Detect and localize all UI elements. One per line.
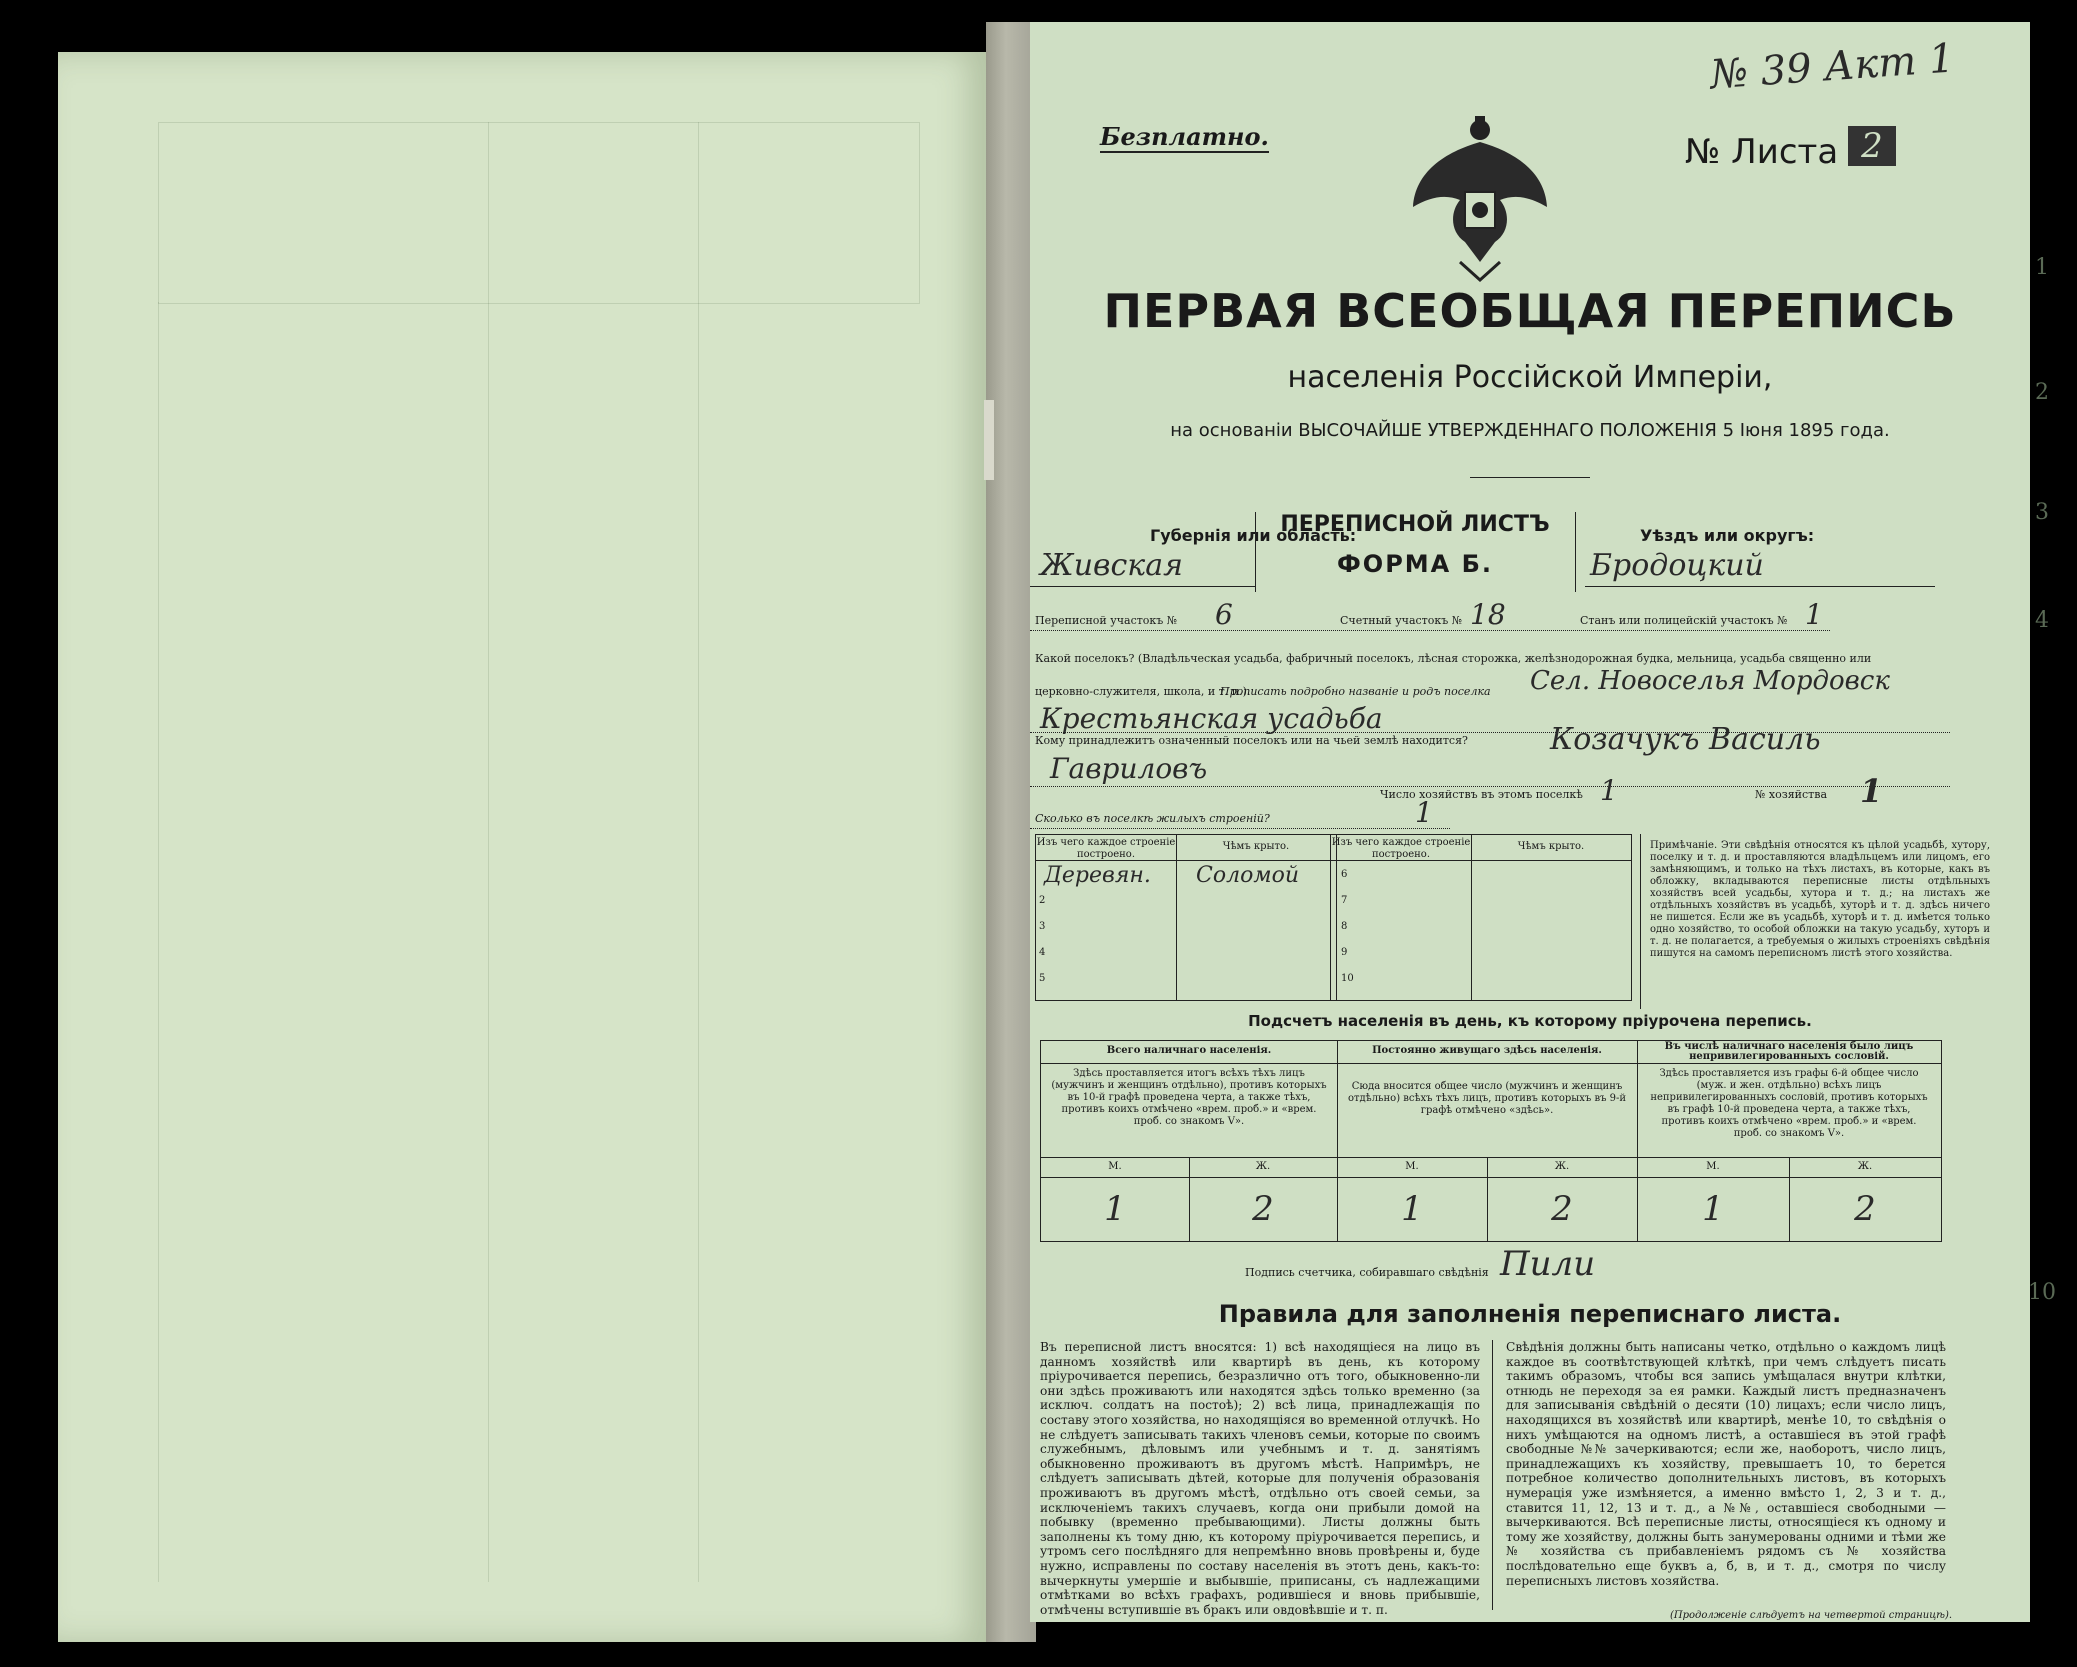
form-basis: на основаніи ВЫСОЧАЙШЕ УТВЕРЖДЕННАГО ПОЛОЖЕНІЯ 5 Іюня 1895 года. bbox=[1170, 420, 1890, 441]
col-c-head: Въ числѣ наличнаго населенія было лицъ непривилегированныхъ сословій. bbox=[1664, 1041, 1914, 1062]
female-header: Ж. bbox=[1857, 1161, 1873, 1172]
buildings-value: 1 bbox=[1415, 796, 1433, 829]
settlement-hint: Прописать подробно названіе и родъ поселка bbox=[1220, 685, 1491, 698]
bleed-through-line bbox=[488, 122, 489, 1582]
nonpriv-male-value: 1 bbox=[1702, 1189, 1724, 1229]
binding-thread bbox=[984, 400, 994, 480]
margin-mark: 2 bbox=[2035, 380, 2049, 405]
margin-mark: 3 bbox=[2035, 500, 2049, 525]
divider bbox=[1640, 834, 1641, 1009]
settlement-value-2: Крестьянская усадьба bbox=[1040, 702, 1383, 735]
bleed-through-line bbox=[698, 122, 699, 1582]
male-header: М. bbox=[1706, 1161, 1720, 1172]
row-num: 8 bbox=[1341, 921, 1348, 932]
settlement-value-1: Сел. Новоселья Мордовск bbox=[1530, 666, 1890, 696]
census-form-page bbox=[1030, 22, 2030, 1622]
owner-value-2: Гавриловъ bbox=[1050, 752, 1208, 785]
col-roof-header: Чѣмъ крыто. bbox=[1517, 841, 1585, 852]
row1-material: Деревян. bbox=[1044, 863, 1151, 888]
imperial-eagle-emblem bbox=[1405, 112, 1555, 282]
sheet-number-value: 2 bbox=[1848, 126, 1896, 166]
divider bbox=[1036, 860, 1336, 861]
divider bbox=[1255, 512, 1256, 592]
rules-heading: Правила для заполненія переписнаго листа. bbox=[1218, 1300, 1842, 1328]
col-b-head: Постоянно живущаго здѣсь населенія. bbox=[1372, 1045, 1602, 1056]
female-header: Ж. bbox=[1554, 1161, 1570, 1172]
row1-roof: Соломой bbox=[1196, 863, 1299, 888]
note-text: Примѣчаніе. Эти свѣдѣнія относятся къ цѣлой усадьбѣ, хутору, поселку и т. д. и проставляются владѣльцемъ или лицомъ, его замѣняющимъ, и только на тѣхъ листахъ, въ которые, какъ въ обложку, вкладываются переписные листы отдѣльныхъ хозяйствъ всей усадьбы, хутора и т. д.; на листахъ же отдѣльныхъ хозяйствъ въ усадьбѣ, хуторѣ и т. д. здѣсь ничего не пишется. Если же въ усадьбѣ, хуторѣ и т. д. имѣется только одно хозяйство, то особой обложки на такую усадьбу, хуторъ и т. д. не полагается, а требуемыя о жилыхъ строеніяхъ свѣдѣнія пишутся на самомъ переписномъ листѣ этого хозяйства. bbox=[1650, 840, 1990, 959]
row-num: 3 bbox=[1039, 921, 1046, 932]
form-name: ФОРМА Б. bbox=[1336, 550, 1493, 578]
settlement-question: Какой поселокъ? (Владѣльческая усадьба, фабричный поселокъ, лѣсная сторожка, желѣзнодорожная будка, мельница, усадьба священно или bbox=[1035, 652, 1872, 665]
rules-left-column: Въ переписной листъ вносятся: 1) всѣ находящіеся на лицо въ данномъ хозяйствѣ или квартирѣ въ день, къ которому пріурочивается перепись, безразлично отъ того, обыкновенно-ли они здѣсь проживаютъ или находятся здѣсь только временно (за исключ. солдатъ на постоѣ); 2) всѣ лица, принадлежащія по составу этого хозяйства, но находящіяся во временной отлучкѣ. Но не слѣдуетъ записывать такихъ членовъ семьи, которые по своимъ служебнымъ, дѣловымъ или учебнымъ и т. д. занятіямъ обыкновенно проживаютъ въ другомъ мѣстѣ. Напримѣръ, не слѣдуетъ записывать дѣтей, которые для полученія образованія проживаютъ въ другомъ мѣстѣ, отдѣльно отъ своей семьи, за исключеніемъ такихъ случаевъ, когда они прибыли домой на побывку (временно пребывающими). Листы должны быть заполнены къ тому дню, къ которому пріурочивается перепись, и утромъ сего послѣдняго для непремѣнно вновь провѣрены и, буде нужно, исправлены по составу населенія въ этотъ день, какъ-то: вычеркнуты умершіе и выбывшіе, приписаны, съ надлежащими отмѣтками во всѣхъ графахъ, родившіеся и вновь прибывшіе, отмѣчены вступившіе въ бракъ или овдовѣвшіе и т. п. bbox=[1040, 1340, 1480, 1617]
district-value: 6 bbox=[1215, 598, 1233, 631]
field-line bbox=[1030, 828, 1450, 829]
form-subtitle: населенія Россійской Имперіи, bbox=[1287, 360, 1773, 395]
row-num: 5 bbox=[1039, 973, 1046, 984]
male-header: М. bbox=[1405, 1161, 1419, 1172]
field-line bbox=[1030, 630, 1830, 631]
permanent-female-value: 2 bbox=[1551, 1189, 1573, 1229]
field-line bbox=[1030, 786, 1950, 787]
count-value: 18 bbox=[1470, 598, 1506, 631]
buildings-table-left bbox=[1035, 834, 1337, 1001]
free-label: Безплатно. bbox=[1100, 122, 1269, 151]
form-main-title: ПЕРВАЯ ВСЕОБЩАЯ ПЕРЕПИСЬ bbox=[1103, 284, 1957, 338]
divider bbox=[1575, 512, 1576, 592]
divider bbox=[1041, 1177, 1941, 1178]
owner-value-1: Козачукъ Василь bbox=[1550, 722, 1821, 757]
margin-mark: 10 bbox=[2028, 1280, 2056, 1305]
stan-label: Станъ или полицейскій участокъ № bbox=[1580, 614, 1788, 627]
col-a-text: Здѣсь проставляется итогъ всѣхъ тѣхъ лицъ (мужчинъ и женщинъ отдѣльно), противъ которыхъ въ 10-й графѣ проведена черта, а также тѣхъ, противъ коихъ отмѣчено «врем. проб.» и «врем. проб. со знакомъ V». bbox=[1051, 1068, 1327, 1127]
sheet-title: ПЕРЕПИСНОЙ ЛИСТЪ bbox=[1280, 512, 1550, 537]
population-heading: Подсчетъ населенія въ день, къ которому пріурочена перепись. bbox=[1248, 1012, 1812, 1030]
row-num: 10 bbox=[1341, 973, 1354, 984]
guberniya-line bbox=[1030, 586, 1255, 587]
rules-right-column: Свѣдѣнія должны быть написаны четко, отдѣльно о каждомъ лицѣ каждое въ соотвѣтствующей клѣткѣ, при чемъ слѣдуетъ писать такимъ образомъ, чтобы вся запись умѣщалася внутри клѣтки, отнюдь не переходя за ея рамки. Каждый листъ предназначенъ для записыванія свѣдѣній о десяти (10) лицахъ; если число лицъ, находящихся въ хозяйствѣ или квартирѣ, менѣе 10, то свѣдѣнія о нихъ умѣщаются на одномъ листѣ, а оставшіеся въ этой графѣ свободные №№ зачеркиваются; если же, наоборотъ, число лицъ, принадлежащихъ къ хозяйству, превышаетъ 10, то берется потребное количество дополнительныхъ листовъ, въ которыхъ нумерація уже измѣняется, а именно вмѣсто 1, 2, 3 и т. д., ставится 11, 12, 13 и т. д., а №№, оставшіеся свободными — вычеркиваются. Всѣ переписные листы, относящіеся къ одному и тому же хозяйству, должны быть занумерованы одними и тѣми же № хозяйства съ прибавленіемъ рядомъ съ № хозяйства послѣдовательно еще буквъ а, б, в, и т. д., смотря по числу переписныхъ листовъ хозяйства. bbox=[1506, 1340, 1946, 1588]
male-header: М. bbox=[1108, 1161, 1122, 1172]
row-num: 7 bbox=[1341, 895, 1348, 906]
stan-value: 1 bbox=[1805, 598, 1823, 631]
margin-mark: 1 bbox=[2035, 255, 2049, 280]
divider bbox=[1041, 1157, 1941, 1158]
archive-mark: № 39 Акт 1 bbox=[1708, 35, 1956, 99]
signature-label: Подпись счетчика, собиравшаго свѣдѣнія bbox=[1245, 1266, 1489, 1279]
continued-note: (Продолженіе слѣдуетъ на четвертой страницѣ). bbox=[1670, 1610, 1953, 1621]
count-label: Счетный участокъ № bbox=[1340, 614, 1463, 627]
divider bbox=[1492, 1340, 1493, 1610]
col-c-text: Здѣсь проставляется изъ графы 6-й общее число (муж. и жен. отдѣльно) всѣхъ лицъ непривилегированныхъ сословій, противъ которыхъ въ графѣ 10-й проведена черта, а также тѣхъ, противъ коихъ отмѣчено «врем. проб.» и «врем. проб. со знакомъ V». bbox=[1650, 1068, 1928, 1139]
bleed-through-line bbox=[158, 302, 159, 1582]
present-male-value: 1 bbox=[1104, 1189, 1126, 1229]
col-a-head: Всего наличнаго населенія. bbox=[1106, 1045, 1272, 1056]
row-num: 9 bbox=[1341, 947, 1348, 958]
col-roof-header: Чѣмъ крыто. bbox=[1222, 841, 1290, 852]
buildings-label: Сколько въ поселкѣ жилыхъ строеній? bbox=[1035, 812, 1270, 825]
guberniya-label: Губернія или область: bbox=[1150, 526, 1357, 545]
book-spine bbox=[986, 22, 1036, 1642]
settlement-question-cont: церковно-служителя, школа, и т. п.). bbox=[1035, 685, 1251, 698]
margin-mark: 4 bbox=[2035, 608, 2049, 633]
divider bbox=[1470, 477, 1590, 478]
divider bbox=[1041, 1063, 1941, 1064]
col-material-header: Изъ чего каждое строеніе построено. bbox=[1036, 837, 1176, 860]
row-num: 2 bbox=[1039, 895, 1046, 906]
permanent-male-value: 1 bbox=[1401, 1189, 1423, 1229]
sheet-number-label: № Листа bbox=[1685, 132, 1839, 172]
left-page bbox=[58, 52, 986, 1642]
row-num: 4 bbox=[1039, 947, 1046, 958]
female-header: Ж. bbox=[1255, 1161, 1271, 1172]
households-value: 1 bbox=[1600, 774, 1618, 807]
divider bbox=[1331, 860, 1631, 861]
household-no-value: 1 bbox=[1860, 772, 1883, 810]
row-num: 6 bbox=[1341, 869, 1348, 880]
owner-label: Кому принадлежитъ означенный поселокъ или на чьей землѣ находится? bbox=[1035, 734, 1468, 747]
uezd-line bbox=[1585, 586, 1935, 587]
households-label: Число хозяйствъ въ этомъ поселкѣ bbox=[1380, 788, 1583, 801]
district-label: Переписной участокъ № bbox=[1035, 614, 1178, 627]
col-material-header: Изъ чего каждое строеніе построено. bbox=[1331, 837, 1471, 860]
nonpriv-female-value: 2 bbox=[1854, 1189, 1876, 1229]
population-table bbox=[1040, 1040, 1942, 1242]
col-b-text: Сюда вносится общее число (мужчинъ и женщинъ отдѣльно) всѣхъ тѣхъ лицъ, противъ которыхъ въ 9-й графѣ отмѣчено «здѣсь». bbox=[1347, 1081, 1627, 1116]
present-female-value: 2 bbox=[1252, 1189, 1274, 1229]
uezd-value: Бродоцкий bbox=[1590, 548, 1764, 583]
guberniya-value: Живская bbox=[1040, 548, 1183, 583]
region-block bbox=[1030, 502, 2030, 602]
uezd-label: Уѣздъ или округъ: bbox=[1640, 526, 1815, 545]
household-no-label: № хозяйства bbox=[1755, 788, 1827, 801]
bleed-through-table bbox=[158, 122, 920, 304]
signature-value: Пили bbox=[1500, 1244, 1596, 1284]
buildings-table-right bbox=[1330, 834, 1632, 1001]
